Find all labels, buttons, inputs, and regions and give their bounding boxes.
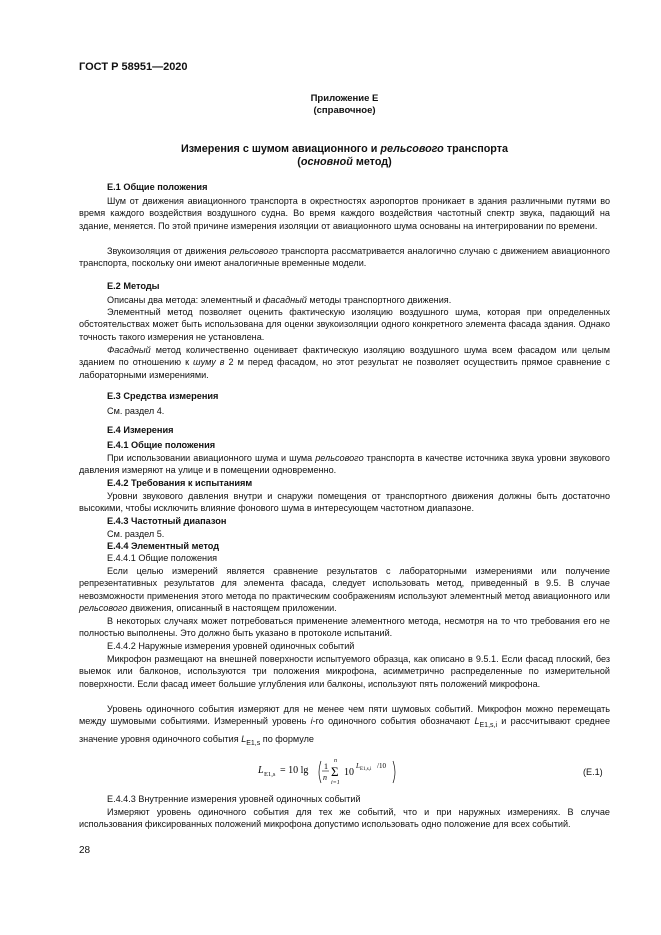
formula-sum-bottom: i=1 — [331, 780, 340, 786]
section-e441-paragraph-1: Если целью измерений является сравнение результатов с лабораторными измерениями или получение репрезентативных результатов для элемента фасада, следует использовать метод, приведенный в 9.5. В случае невозможности применения этого метода по практическим соображениям используют элементный метод авиационного или рельсового движения, описанный в настоящем приложении. — [79, 566, 610, 614]
formula-exp-sub: E1,s,i — [360, 767, 372, 772]
standard-header: ГОСТ Р 58951—2020 — [79, 61, 188, 73]
formula-lhs-l: L — [258, 765, 264, 776]
formula-frac-num: 1 — [324, 762, 328, 771]
section-e4-heading: Е.4 Измерения — [107, 425, 174, 435]
main-title-line2: (основной метод) — [297, 156, 392, 168]
page-number: 28 — [79, 845, 91, 856]
section-e44-heading: Е.4.4 Элементный метод — [107, 541, 220, 551]
formula-lhs-sub: E1,s — [264, 771, 276, 778]
section-e2-heading: Е.2 Методы — [107, 281, 160, 291]
formula-frac-den: n — [323, 773, 327, 782]
formula-exp-l: L — [356, 762, 360, 770]
appendix-title: Приложение Е — [310, 93, 379, 104]
formula-eq: = 10 lg — [280, 765, 309, 776]
formula-base: 10 — [344, 767, 354, 778]
formula-svg — [258, 757, 458, 787]
section-e1-paragraph-2: Звукоизоляция от движения рельсового транспорта рассматривается аналогично случаю с движением авиационного транспорта, поскольку они имеют аналогичные временные модели. — [79, 246, 610, 269]
section-e443-heading: Е.4.4.3 Внутренние измерения уровней одиночных событий — [107, 794, 361, 804]
section-e42-paragraph: Уровни звукового давления внутри и снаружи помещения от транспортного движения должны быть достаточно высокими, чтобы исключить влияние фонового шума в интересующем частотном диапазоне. — [79, 491, 610, 514]
section-e2-paragraph-1: Описаны два метода: элементный и фасадный методы транспортного движения. — [107, 295, 452, 305]
section-e43-heading: Е.4.3 Частотный диапазон — [107, 516, 227, 526]
section-e41-paragraph: При использовании авиационного шума и шума рельсового транспорта в качестве источника звука уровни звукового давления измеряют на улице и в помещении одновременно. — [79, 453, 610, 476]
formula-left-paren — [319, 761, 321, 783]
formula-number: (Е.1) — [583, 767, 603, 777]
section-e3-paragraph: См. раздел 4. — [107, 406, 165, 416]
section-e442-paragraph-1: Микрофон размещают на внешней поверхности испытуемого образца, как описано в 9.5.1. Если фасад плоский, без выемок или балконов, используются три положения микрофона, асимметрично распределенные по измерительной поверхности. Если фасад имеет большие углубления или балконы, используют пять положений микрофона. — [79, 654, 610, 689]
main-title-line1: Измерения с шумом авиационного и рельсового транспорта — [180, 143, 509, 155]
section-e42-heading: Е.4.2 Требования к испытаниям — [107, 478, 253, 488]
formula-right-paren — [393, 761, 395, 783]
formula-exp-tail: /10 — [377, 762, 386, 770]
section-e441-paragraph-2: В некоторых случаях может потребоваться применение элементного метода, несмотря на то что требования его не полностью выполнены. Это должно быть указано в протоколе испытаний. — [79, 616, 610, 639]
section-e442-heading: Е.4.4.2 Наружные измерения уровней одиночных событий — [107, 641, 355, 651]
section-e3-heading: Е.3 Средства измерения — [107, 391, 219, 401]
section-e2-paragraph-3: Фасадный метод количественно оценивает фактическую изоляцию воздушного шума всем фасадом или целым зданием по отношению к шуму в 2 м перед фасадом, но этот результат не позволяет осуществить прямое сравнение с лабораторными измерениями. — [79, 345, 610, 380]
appendix-note: (справочное) — [313, 105, 376, 116]
section-e2-paragraph-2: Элементный метод позволяет оценить фактическую изоляцию воздушного шума, которая при определенных обстоятельствах может быть использована для оценки звукоизоляции одного конкретного элемента фасада здания. Однако точность такого измерения не установлена. — [79, 307, 610, 342]
section-e1-paragraph-1: Шум от движения авиационного транспорта в окрестностях аэропортов проникает в здания различными путями во время каждого воздействия воздушного судна. Во время каждого воздействия частотный спектр звука, падающий на здание, меняется. По этой причине измерения изоляции от авиационного шума основаны на интегрировании по времени. — [79, 196, 610, 231]
formula-e1 — [258, 757, 458, 787]
section-e441-heading: Е.4.4.1 Общие положения — [107, 553, 218, 563]
section-e43-paragraph: См. раздел 5. — [107, 529, 165, 539]
formula-sum-top: n — [334, 758, 337, 764]
section-e41-heading: Е.4.1 Общие положения — [107, 440, 216, 450]
section-e1-heading: Е.1 Общие положения — [107, 182, 208, 192]
section-e442-paragraph-2: Уровень одиночного события измеряют для не менее чем пяти шумовых событий. Микрофон можно перемещать между шумовыми событиями. Измеренный уровень i-го одиночного события обозначают $L_{E1,s,i}$ и рассчитывают среднее значение уровня одиночного события $L_{E1,s}$ по формуле — [79, 704, 610, 747]
section-e443-paragraph: Измеряют уровень одиночного события для тех же событий, что и при наружных измерениях. В случае использования фиксированных положений микрофона допустимо использовать одно положение для всех событий. — [79, 807, 610, 830]
formula-sigma: Σ — [331, 764, 339, 779]
